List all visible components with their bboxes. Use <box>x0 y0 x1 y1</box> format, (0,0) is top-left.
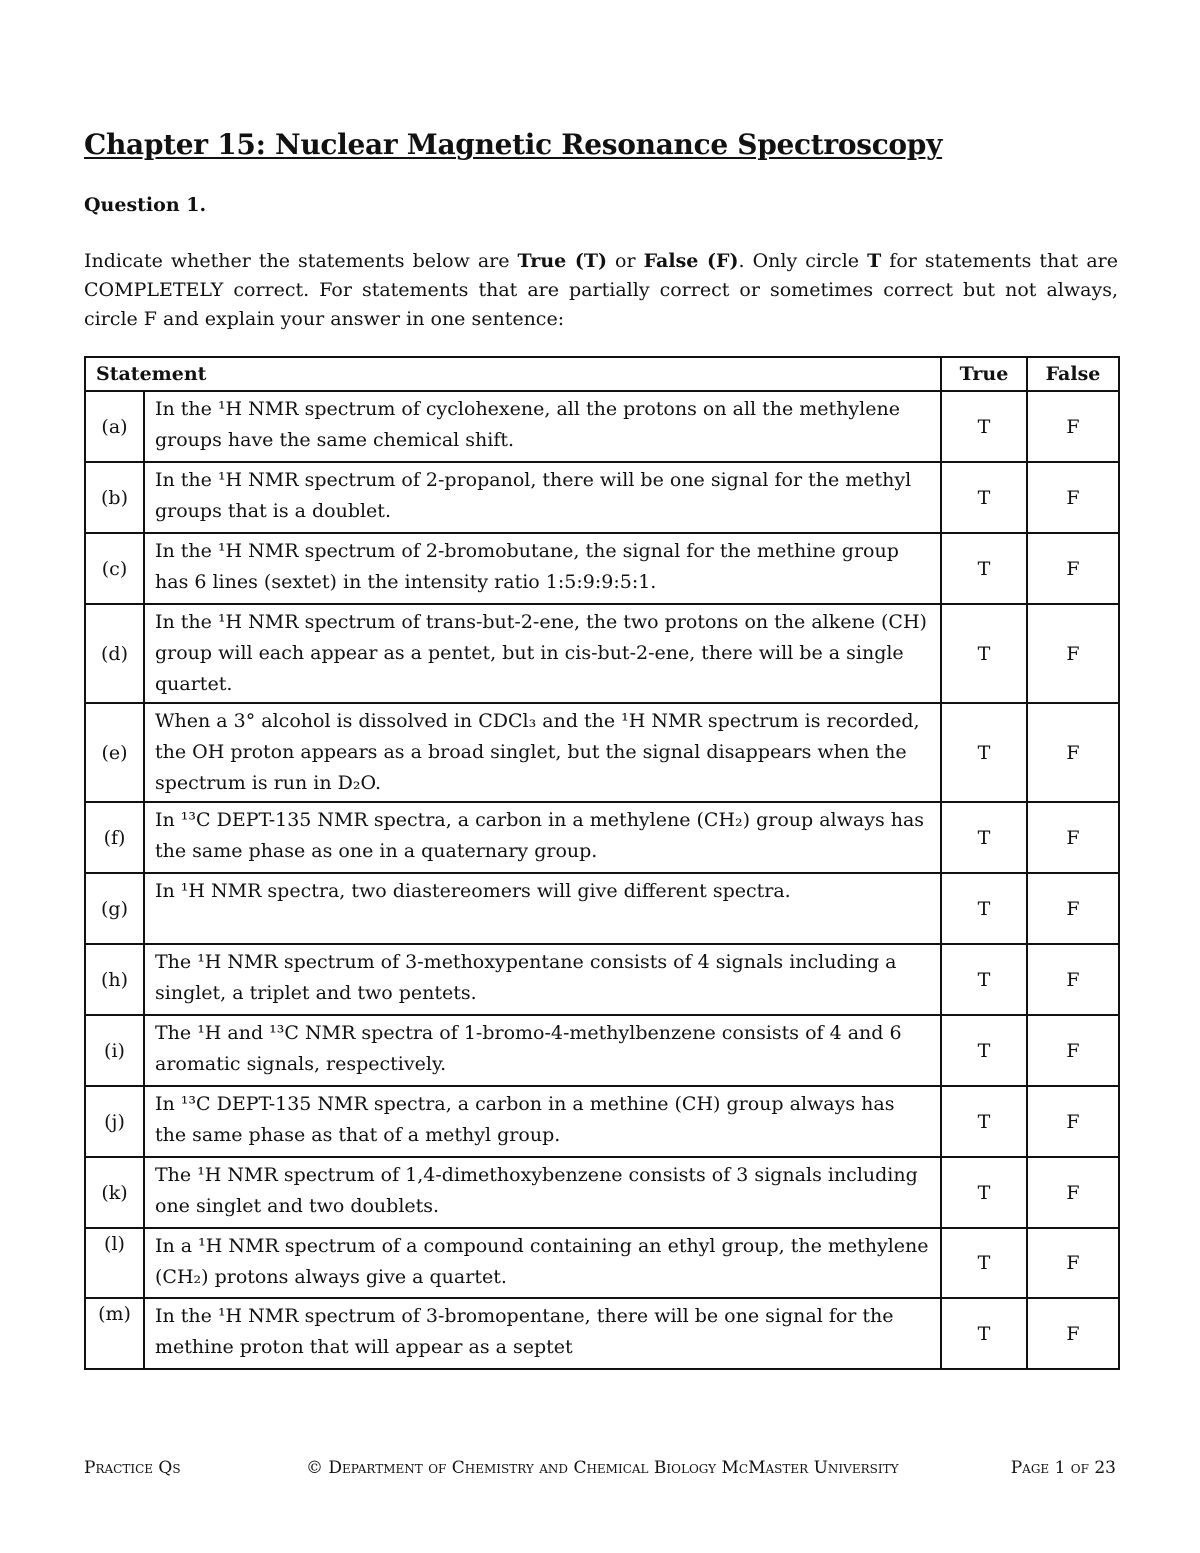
header-false: False <box>1027 357 1119 391</box>
true-option[interactable]: T <box>941 703 1027 802</box>
table-row <box>85 533 1119 604</box>
false-option[interactable]: F <box>1027 703 1119 802</box>
footer-center: © Department of Chemistry and Chemical Biology McMaster University <box>306 1458 899 1478</box>
row-statement: In the ¹H NMR spectrum of trans-but-2-ene, the two protons on the alkene (CH) group will each appear as a pentet, but in cis-but-2-ene, there will be a single quartet. <box>144 604 941 703</box>
intro-t-label: T <box>867 250 882 272</box>
false-option[interactable]: F <box>1027 391 1119 462</box>
table-row <box>85 604 1119 703</box>
row-statement: In ¹H NMR spectra, two diastereomers will give different spectra. <box>144 873 941 944</box>
row-label: (k) <box>85 1157 144 1228</box>
false-option[interactable]: F <box>1027 1157 1119 1228</box>
row-statement: The ¹H NMR spectrum of 1,4-dimethoxybenzene consists of 3 signals including one singlet and two doublets. <box>144 1157 941 1228</box>
true-option[interactable]: T <box>941 944 1027 1015</box>
true-option[interactable]: T <box>941 1086 1027 1157</box>
true-option[interactable]: T <box>941 1228 1027 1298</box>
true-option[interactable]: T <box>941 533 1027 604</box>
table-row <box>85 1228 1119 1298</box>
table-row <box>85 1157 1119 1228</box>
table-row <box>85 391 1119 462</box>
row-statement: The ¹H and ¹³C NMR spectra of 1-bromo-4-methylbenzene consists of 4 and 6 aromatic signals, respectively. <box>144 1015 941 1086</box>
table-row <box>85 802 1119 873</box>
table-row <box>85 462 1119 533</box>
false-option[interactable]: F <box>1027 1086 1119 1157</box>
table-row <box>85 944 1119 1015</box>
row-label: (j) <box>85 1086 144 1157</box>
true-option[interactable]: T <box>941 391 1027 462</box>
row-label: (b) <box>85 462 144 533</box>
table-row <box>85 873 1119 944</box>
table-row <box>85 703 1119 802</box>
footer-left: Practice Qs <box>84 1458 181 1478</box>
row-statement: In the ¹H NMR spectrum of cyclohexene, all the protons on all the methylene groups have the same chemical shift. <box>144 391 941 462</box>
false-option[interactable]: F <box>1027 1015 1119 1086</box>
table-row <box>85 1015 1119 1086</box>
row-label: (c) <box>85 533 144 604</box>
row-label: (g) <box>85 873 144 944</box>
row-statement: In the ¹H NMR spectrum of 2-bromobutane, the signal for the methine group has 6 lines (sextet) in the intensity ratio 1:5:9:9:5:1. <box>144 533 941 604</box>
row-statement: In ¹³C DEPT-135 NMR spectra, a carbon in a methine (CH) group always has the same phase as that of a methyl group. <box>144 1086 941 1157</box>
footer-page-number: Page 1 of 23 <box>1010 1458 1116 1478</box>
false-option[interactable]: F <box>1027 1228 1119 1298</box>
true-option[interactable]: T <box>941 873 1027 944</box>
false-option[interactable]: F <box>1027 802 1119 873</box>
false-option[interactable]: F <box>1027 1298 1119 1369</box>
true-option[interactable]: T <box>941 462 1027 533</box>
row-label: (f) <box>85 802 144 873</box>
instructions <box>84 247 1118 334</box>
question-number: Question 1. <box>84 194 207 216</box>
false-option[interactable]: F <box>1027 873 1119 944</box>
table-row <box>85 1086 1119 1157</box>
row-label: (l) <box>85 1228 144 1298</box>
row-statement: The ¹H NMR spectrum of 3-methoxypentane consists of 4 signals including a singlet, a triplet and two pentets. <box>144 944 941 1015</box>
chapter-title: Chapter 15: Nuclear Magnetic Resonance Spectroscopy <box>84 128 943 161</box>
intro-part-3: . Only circle <box>738 250 868 272</box>
true-option[interactable]: T <box>941 1015 1027 1086</box>
header-statement: Statement <box>85 357 941 391</box>
row-statement: When a 3° alcohol is dissolved in CDCl₃ and the ¹H NMR spectrum is recorded, the OH proton appears as a broad singlet, but the signal disappears when the spectrum is run in D₂O. <box>144 703 941 802</box>
header-true: True <box>941 357 1027 391</box>
intro-false-label: False (F) <box>643 250 739 272</box>
true-option[interactable]: T <box>941 802 1027 873</box>
intro-part-2: or <box>606 250 644 272</box>
true-option[interactable]: T <box>941 1157 1027 1228</box>
false-option[interactable]: F <box>1027 462 1119 533</box>
intro-part-4: for statements that are COMPLETELY correct. For statements that are partially correct or sometimes correct but not always, circle F and explain your answer in one sentence: <box>84 250 1118 330</box>
false-option[interactable]: F <box>1027 944 1119 1015</box>
row-label: (h) <box>85 944 144 1015</box>
false-option[interactable]: F <box>1027 604 1119 703</box>
row-statement: In the ¹H NMR spectrum of 3-bromopentane, there will be one signal for the methine proton that will appear as a septet <box>144 1298 941 1369</box>
true-option[interactable]: T <box>941 1298 1027 1369</box>
row-label: (d) <box>85 604 144 703</box>
true-false-table <box>84 356 1120 1370</box>
table-row <box>85 1298 1119 1369</box>
row-statement: In a ¹H NMR spectrum of a compound containing an ethyl group, the methylene (CH₂) protons always give a quartet. <box>144 1228 941 1298</box>
intro-true-label: True (T) <box>517 250 607 272</box>
true-option[interactable]: T <box>941 604 1027 703</box>
row-label: (m) <box>85 1298 144 1369</box>
intro-part-1: Indicate whether the statements below are <box>84 250 518 272</box>
row-label: (a) <box>85 391 144 462</box>
table-header-row <box>85 357 1119 391</box>
false-option[interactable]: F <box>1027 533 1119 604</box>
row-label: (e) <box>85 703 144 802</box>
row-statement: In ¹³C DEPT-135 NMR spectra, a carbon in a methylene (CH₂) group always has the same phase as one in a quaternary group. <box>144 802 941 873</box>
row-statement: In the ¹H NMR spectrum of 2-propanol, there will be one signal for the methyl groups that is a doublet. <box>144 462 941 533</box>
row-label: (i) <box>85 1015 144 1086</box>
